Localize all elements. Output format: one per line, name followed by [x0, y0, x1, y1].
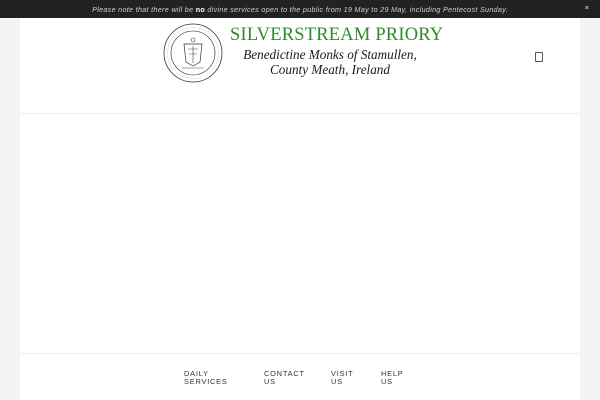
- nav-item-contact-us[interactable]: [264, 370, 305, 386]
- priory-seal-logo[interactable]: [162, 22, 224, 84]
- footer-navigation: [20, 353, 580, 400]
- tagline-line-1: Benedictine Monks of Stamullen,: [243, 47, 417, 62]
- page-container: [20, 18, 580, 400]
- announcement-emphasis: no: [195, 4, 206, 14]
- close-announcement-button[interactable]: ×: [584, 5, 590, 12]
- announcement-text: Please note that there will be no divine services open to the public from 19 May to 29 May, including Pentecost Sunday.: [92, 4, 508, 14]
- nav-label: VISIT: [331, 369, 354, 378]
- nav-label: DAILY: [184, 369, 209, 378]
- nav-item-daily-services[interactable]: [184, 370, 228, 386]
- site-title[interactable]: SILVERSTREAM PRIORY: [230, 25, 444, 45]
- nav-label: US: [264, 377, 276, 386]
- nav-item-visit-us[interactable]: [331, 370, 353, 386]
- seal-icon: [162, 22, 224, 84]
- nav-label: HELP: [381, 369, 404, 378]
- nav-label: US: [381, 377, 393, 386]
- announcement-bar: [0, 0, 600, 18]
- nav-label: SERVICES: [184, 377, 228, 386]
- search-icon[interactable]: [535, 52, 543, 62]
- tagline-line-2: County Meath, Ireland: [269, 62, 390, 77]
- nav-label: US: [331, 377, 343, 386]
- site-header: [20, 18, 580, 114]
- nav-item-help-us[interactable]: [381, 370, 404, 386]
- site-tagline: [230, 47, 430, 77]
- nav-label: CONTACT: [264, 369, 305, 378]
- main-content-area: [20, 115, 580, 353]
